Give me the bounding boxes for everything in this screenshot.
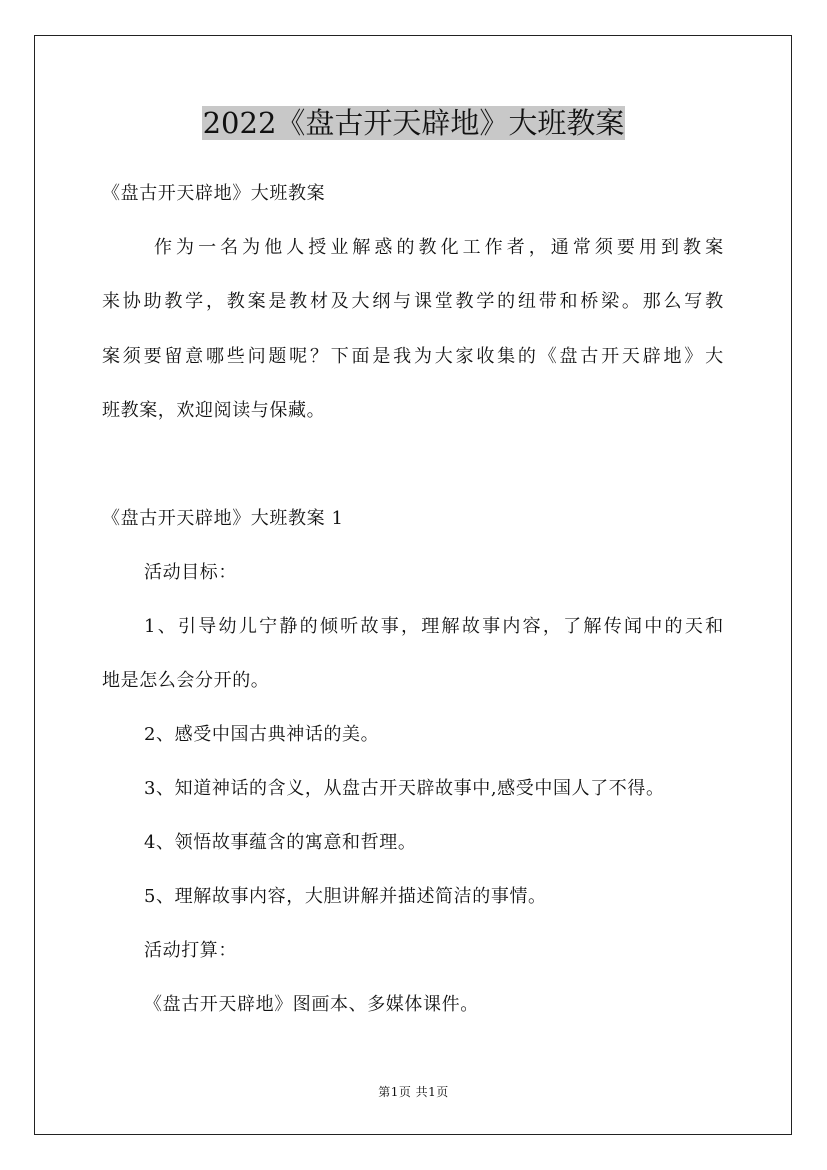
intro-line-3: 案须要留意哪些问题呢？下面是我为大家收集的《盘古开天辟地》大 — [102, 346, 724, 367]
goal-item-1-cont: 地是怎么会分开的。 — [102, 670, 270, 691]
intro-line-2: 来协助教学，教案是教材及大纲与课堂教学的纽带和桥梁。那么写教 — [102, 291, 724, 312]
preparation-item: 《盘古开天辟地》图画本、多媒体课件。 — [144, 994, 479, 1015]
intro-line-1: 作为一名为他人授业解惑的教化工作者，通常须要用到教案 — [154, 237, 724, 258]
goal-item-2: 2、感受中国古典神话的美。 — [144, 724, 380, 745]
preparation-heading: 活动打算： — [144, 940, 237, 961]
goals-heading: 活动目标： — [144, 562, 237, 583]
document-title — [0, 101, 827, 145]
goal-item-5: 5、理解故事内容，大胆讲解并描述简洁的事情。 — [144, 886, 547, 907]
goal-item-1: 1、引导幼儿宁静的倾听故事，理解故事内容，了解传闻中的天和 — [144, 616, 724, 637]
goal-item-4: 4、领悟故事蕴含的寓意和哲理。 — [144, 832, 417, 853]
document-title-text: 2022《盘古开天辟地》大班教案 — [202, 106, 625, 140]
subtitle-line: 《盘古开天辟地》大班教案 — [102, 183, 326, 204]
goal-item-3: 3、知道神话的含义，从盘古开天辟故事中,感受中国人了不得。 — [144, 778, 665, 799]
intro-line-4: 班教案，欢迎阅读与保藏。 — [102, 400, 326, 421]
page-footer: 第1页 共1页 — [378, 1085, 449, 1099]
section-heading: 《盘古开天辟地》大班教案 1 — [102, 508, 344, 529]
